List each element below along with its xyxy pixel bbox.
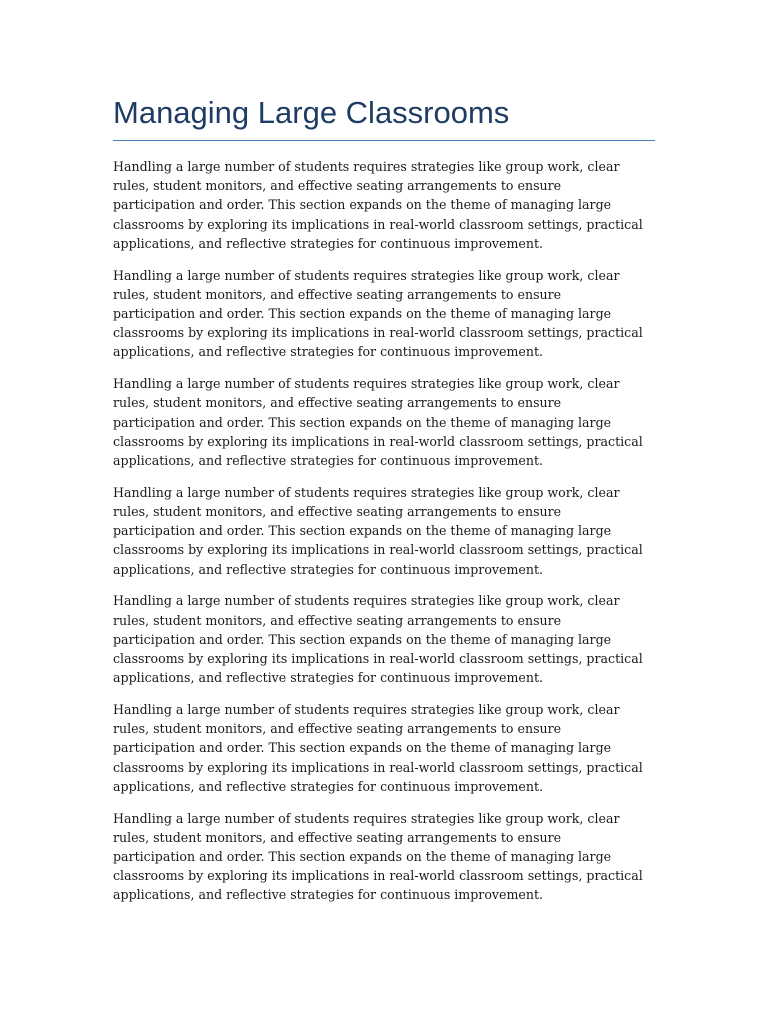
paragraph-3: Handling a large number of students requires strategies like group work, clear rules, student monitors, and effective seating arrangements to ensure participation and order. This section expands on the theme of managing large classrooms by exploring its implications in real-world classroom settings, practical applications, and reflective strategies for continuous improvement. — [113, 376, 643, 469]
paragraph-1: Handling a large number of students requires strategies like group work, clear rules, student monitors, and effective seating arrangements to ensure participation and order. This section expands on the theme of managing large classrooms by exploring its implications in real-world classroom settings, practical applications, and reflective strategies for continuous improvement. — [113, 159, 643, 251]
paragraph-4: Handling a large number of students requires strategies like group work, clear rules, student monitors, and effective seating arrangements to ensure participation and order. This section expands on the theme of managing large classrooms by exploring its implications in real-world classroom settings, practical applications, and reflective strategies for continuous improvement. — [113, 484, 643, 577]
page-title: Managing Large Classrooms — [113, 95, 510, 130]
paragraph-2: Handling a large number of students requires strategies like group work, clear rules, student monitors, and effective seating arrangements to ensure participation and order. This section expands on the theme of managing large classrooms by exploring its implications in real-world classroom settings, practical applications, and reflective strategies for continuous improvement. — [113, 267, 643, 360]
document-page — [113, 94, 655, 917]
title-underline-divider — [113, 140, 655, 141]
body-paragraphs — [113, 157, 655, 905]
paragraph-5: Handling a large number of students requires strategies like group work, clear rules, student monitors, and effective seating arrangements to ensure participation and order. This section expands on the theme of managing large classrooms by exploring its implications in real-world classroom settings, practical applications, and reflective strategies for continuous improvement. — [113, 593, 643, 686]
paragraph-6: Handling a large number of students requires strategies like group work, clear rules, student monitors, and effective seating arrangements to ensure participation and order. This section expands on the theme of managing large classrooms by exploring its implications in real-world classroom settings, practical applications, and reflective strategies for continuous improvement. — [113, 702, 643, 794]
paragraph-7: Handling a large number of students requires strategies like group work, clear rules, student monitors, and effective seating arrangements to ensure participation and order. This section expands on the theme of managing large classrooms by exploring its implications in real-world classroom settings, practical applications, and reflective strategies for continuous improvement. — [113, 810, 643, 903]
